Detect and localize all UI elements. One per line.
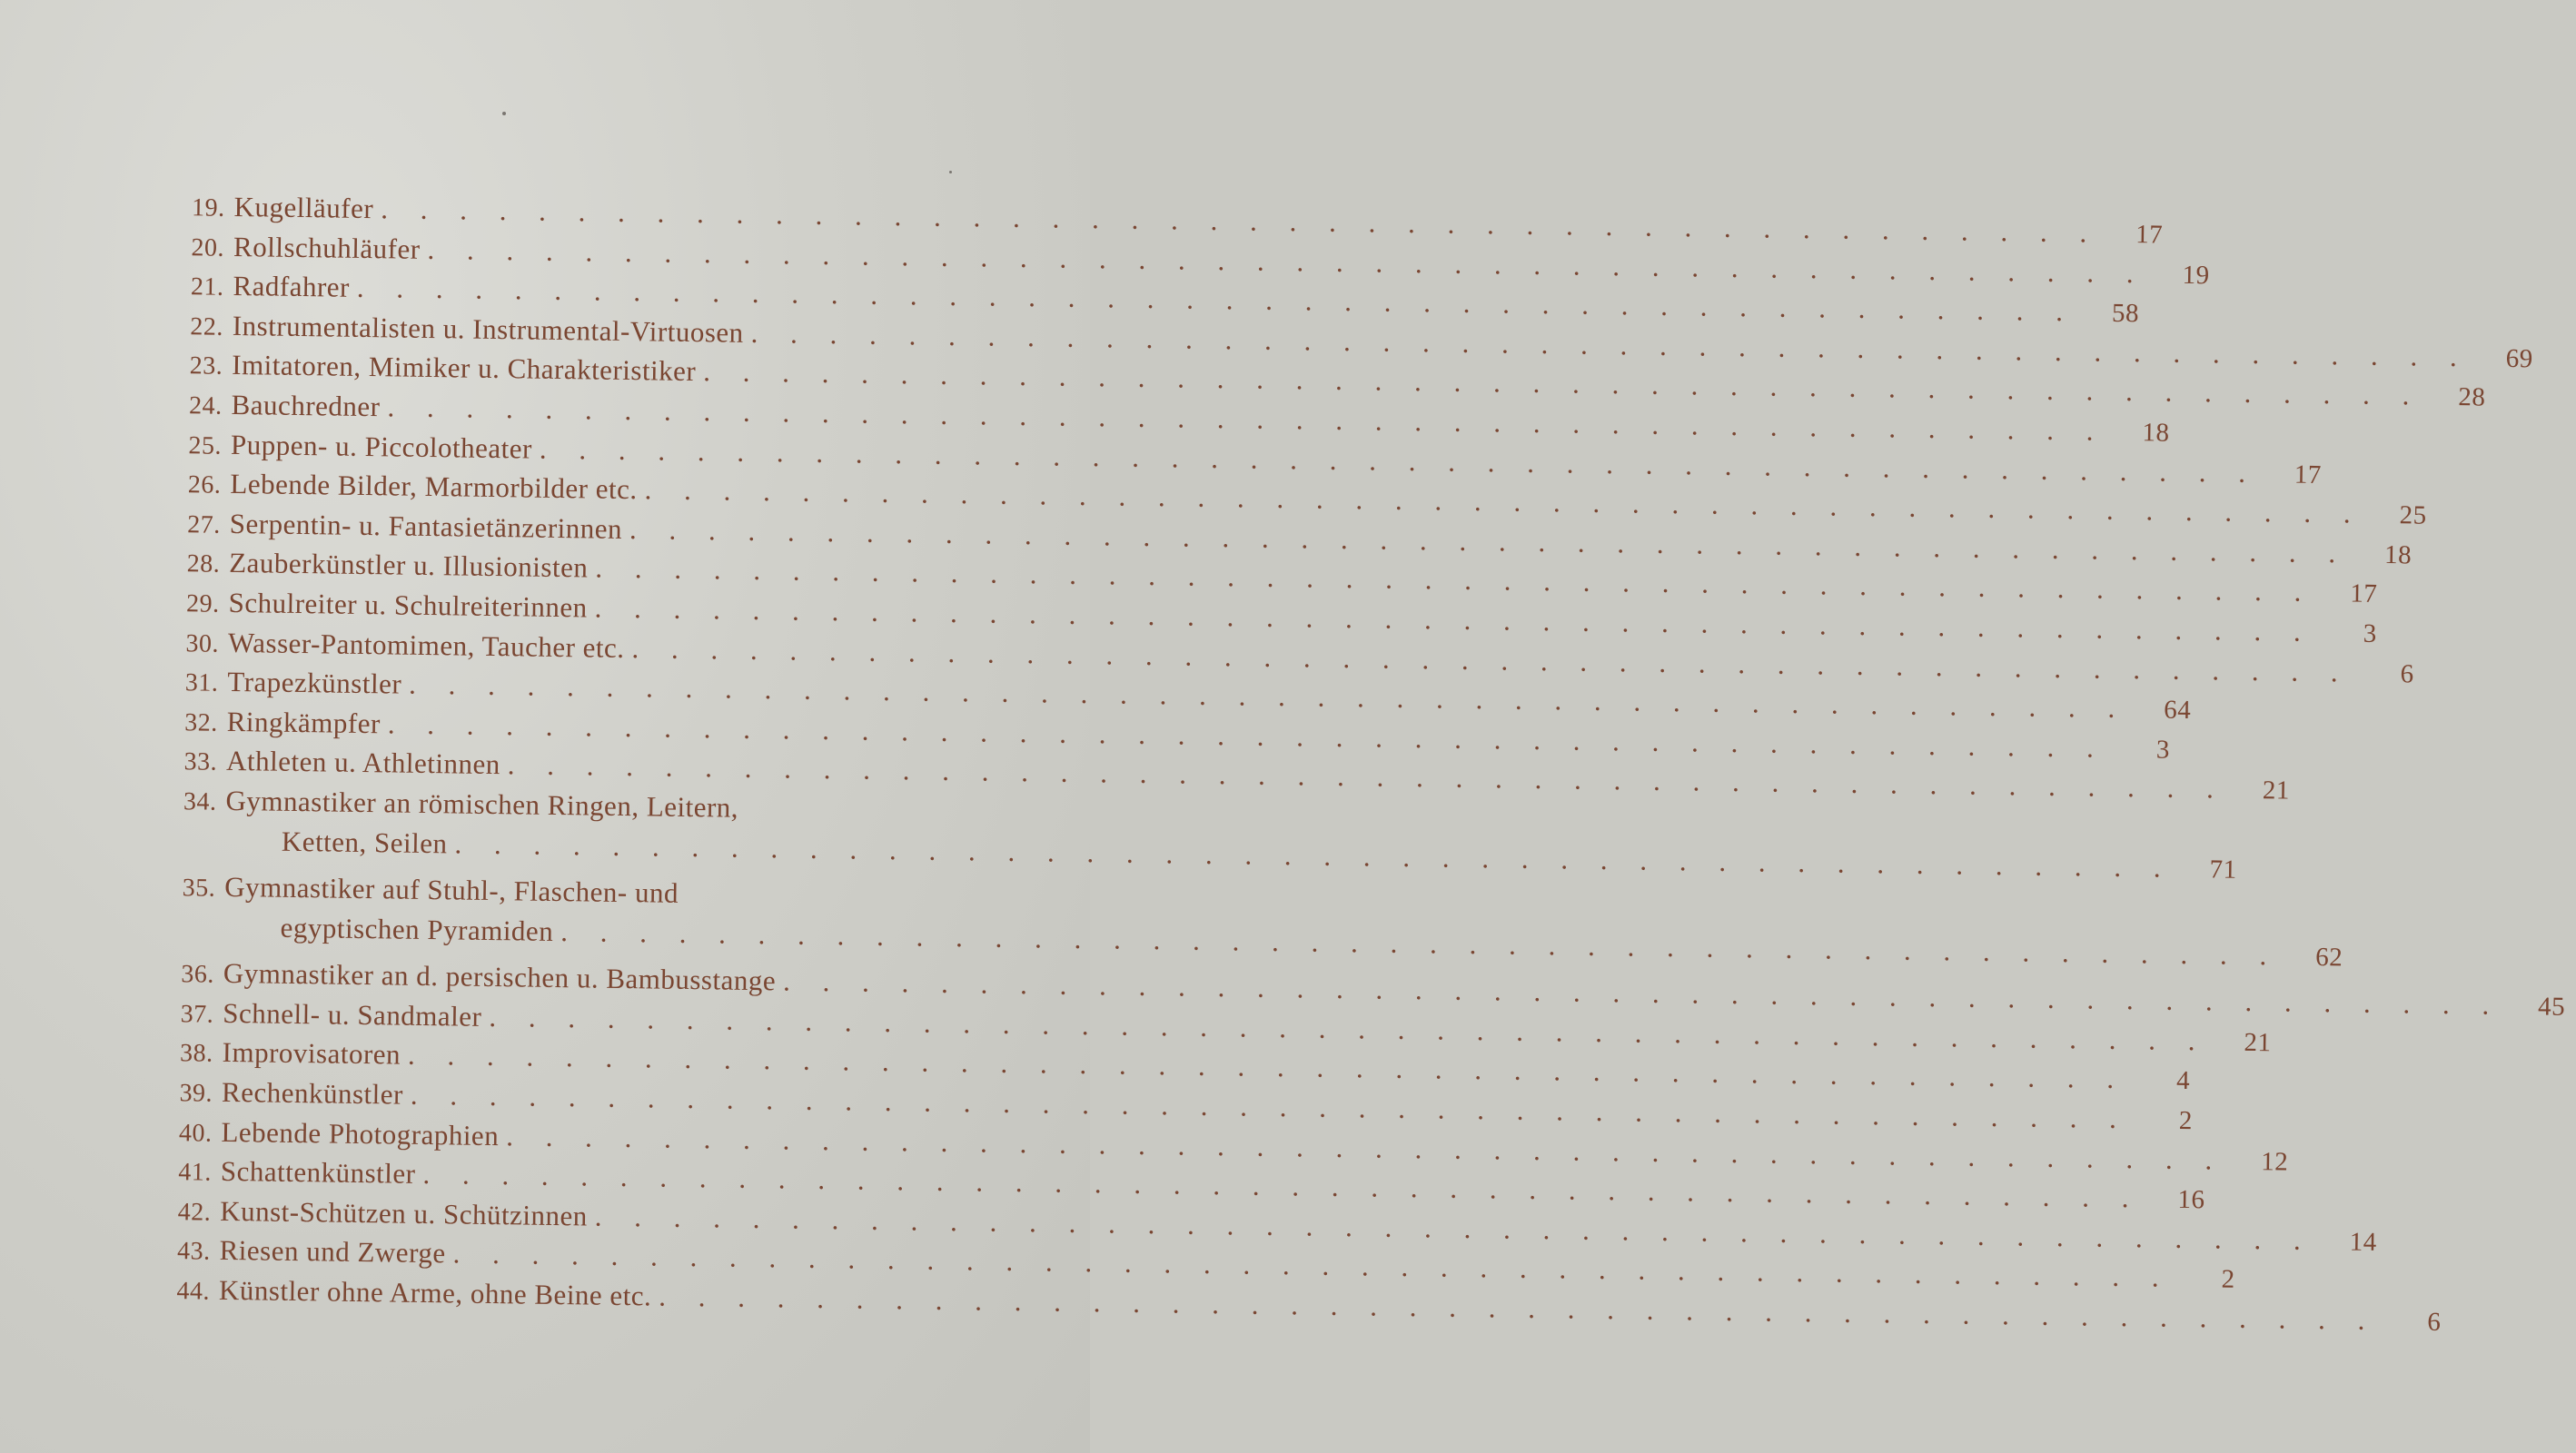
entry-title: Schnell- u. Sandmaler — [223, 996, 482, 1033]
entry-page-number: 6 — [2400, 658, 2414, 689]
entry-number: 39. — [179, 1079, 213, 1108]
entry-page-number: 2 — [2221, 1265, 2235, 1295]
entry-title: Schattenkünstler — [220, 1155, 416, 1191]
entry-title: Gymnastiker an d. persischen u. Bambusstange — [223, 957, 777, 997]
entry-page-number: 3 — [2155, 735, 2171, 765]
entry-page-number: 18 — [2142, 418, 2170, 448]
entry-title: Schulreiter u. Schulreiterinnen — [228, 586, 588, 624]
entry-page-number: 21 — [2262, 776, 2291, 806]
entry-title: Instrumentalisten u. Instrumental-Virtuosen — [232, 309, 744, 349]
entry-page-number: 17 — [2294, 460, 2323, 489]
entry-title: Bauchredner — [231, 388, 381, 423]
entry-page-number: 21 — [2244, 1027, 2272, 1058]
entry-title: Lebende Bilder, Marmorbilder etc. — [230, 468, 638, 506]
entry-number: 27. — [187, 510, 222, 539]
entry-title: Puppen- u. Piccolotheater — [230, 428, 533, 465]
entry-page-number: 6 — [2427, 1307, 2442, 1338]
entry-page-number: 28 — [2458, 382, 2486, 412]
entry-number: 22. — [190, 312, 224, 341]
entry-title: Zauberkünstler u. Illusionisten — [228, 547, 589, 584]
entry-title: Künstler ohne Arme, ohne Beine etc. — [218, 1273, 652, 1312]
entry-page-number: 4 — [2175, 1066, 2191, 1096]
entry-number: 35. — [182, 874, 216, 903]
entry-page-number: 12 — [2261, 1146, 2289, 1177]
entry-title: Riesen und Zwerge — [219, 1234, 446, 1270]
entry-title: Trapezkünstler — [227, 666, 402, 700]
entry-number: 36. — [181, 960, 215, 990]
entry-number: 37. — [180, 1000, 214, 1029]
entry-number: 33. — [183, 747, 218, 777]
entry-page-number: 62 — [2315, 942, 2343, 973]
entry-title: Rollschuhläufer — [233, 230, 421, 265]
entry-title-continued: Ketten, Seilen — [281, 825, 448, 859]
paper-speck — [502, 112, 506, 115]
entry-page-number: 64 — [2164, 695, 2192, 726]
entry-title: Lebende Photographien — [221, 1115, 500, 1152]
entry-number: 30. — [185, 628, 220, 658]
paper-speck — [949, 171, 952, 173]
entry-number: 44. — [176, 1277, 211, 1306]
entry-title: Radfahrer — [233, 270, 351, 303]
entry-number: 38. — [179, 1039, 213, 1069]
entry-number: 20. — [191, 232, 225, 262]
entry-title: Kugelläufer — [233, 190, 374, 225]
entry-number: 25. — [188, 430, 223, 460]
entry-page-number: 19 — [2182, 260, 2210, 290]
entry-number: 23. — [189, 351, 223, 381]
entry-title: Athleten u. Athletinnen — [225, 745, 501, 781]
entry-number: 31. — [184, 668, 219, 697]
entry-page-number: 3 — [2363, 618, 2377, 648]
table-of-contents — [157, 186, 2566, 1338]
entry-title: Improvisatoren — [222, 1036, 401, 1072]
entry-page-number: 18 — [2383, 539, 2413, 570]
entry-page-number: 16 — [2177, 1185, 2205, 1215]
entry-title: Wasser-Pantomimen, Taucher etc. — [227, 626, 625, 664]
entry-number: 21. — [190, 272, 224, 301]
entry-number: 34. — [183, 787, 217, 816]
entry-number: 41. — [178, 1158, 213, 1187]
entry-page-number: 71 — [2209, 854, 2237, 885]
entry-title: Ringkämpfer — [226, 705, 381, 739]
entry-number: 42. — [177, 1198, 212, 1227]
entry-title: Gymnastiker an römischen Ringen, Leitern, — [225, 784, 739, 824]
entry-title: Rechenkünstler — [221, 1075, 404, 1111]
entry-page-number: 45 — [2537, 992, 2566, 1023]
entry-title: Kunst-Schützen u. Schützinnen — [220, 1194, 588, 1232]
entry-page-number: 69 — [2505, 343, 2533, 374]
toc-entry — [163, 780, 2237, 885]
entry-number: 19. — [191, 193, 225, 222]
entry-number: 32. — [184, 707, 218, 737]
entry-title-continued: egyptischen Pyramiden — [280, 911, 554, 947]
entry-title: Imitatoren, Mimiker u. Charakteristiker — [232, 349, 697, 388]
entry-page-number: 58 — [2111, 299, 2140, 329]
entry-number: 43. — [176, 1237, 211, 1267]
entry-page-number: 14 — [2349, 1227, 2377, 1257]
entry-page-number: 25 — [2399, 500, 2427, 530]
entry-number: 24. — [188, 391, 223, 420]
entry-number: 28. — [186, 549, 221, 579]
entry-page-number: 17 — [2350, 578, 2378, 609]
entry-page-number: 17 — [2135, 220, 2164, 250]
entry-number: 26. — [187, 470, 222, 499]
entry-page-number: 2 — [2178, 1106, 2194, 1136]
entry-title: Serpentin- u. Fantasietänzerinnen — [229, 507, 623, 545]
entry-title: Gymnastiker auf Stuhl-, Flaschen- und — [223, 870, 679, 909]
entry-number: 29. — [185, 589, 220, 618]
entry-number: 40. — [178, 1118, 213, 1148]
